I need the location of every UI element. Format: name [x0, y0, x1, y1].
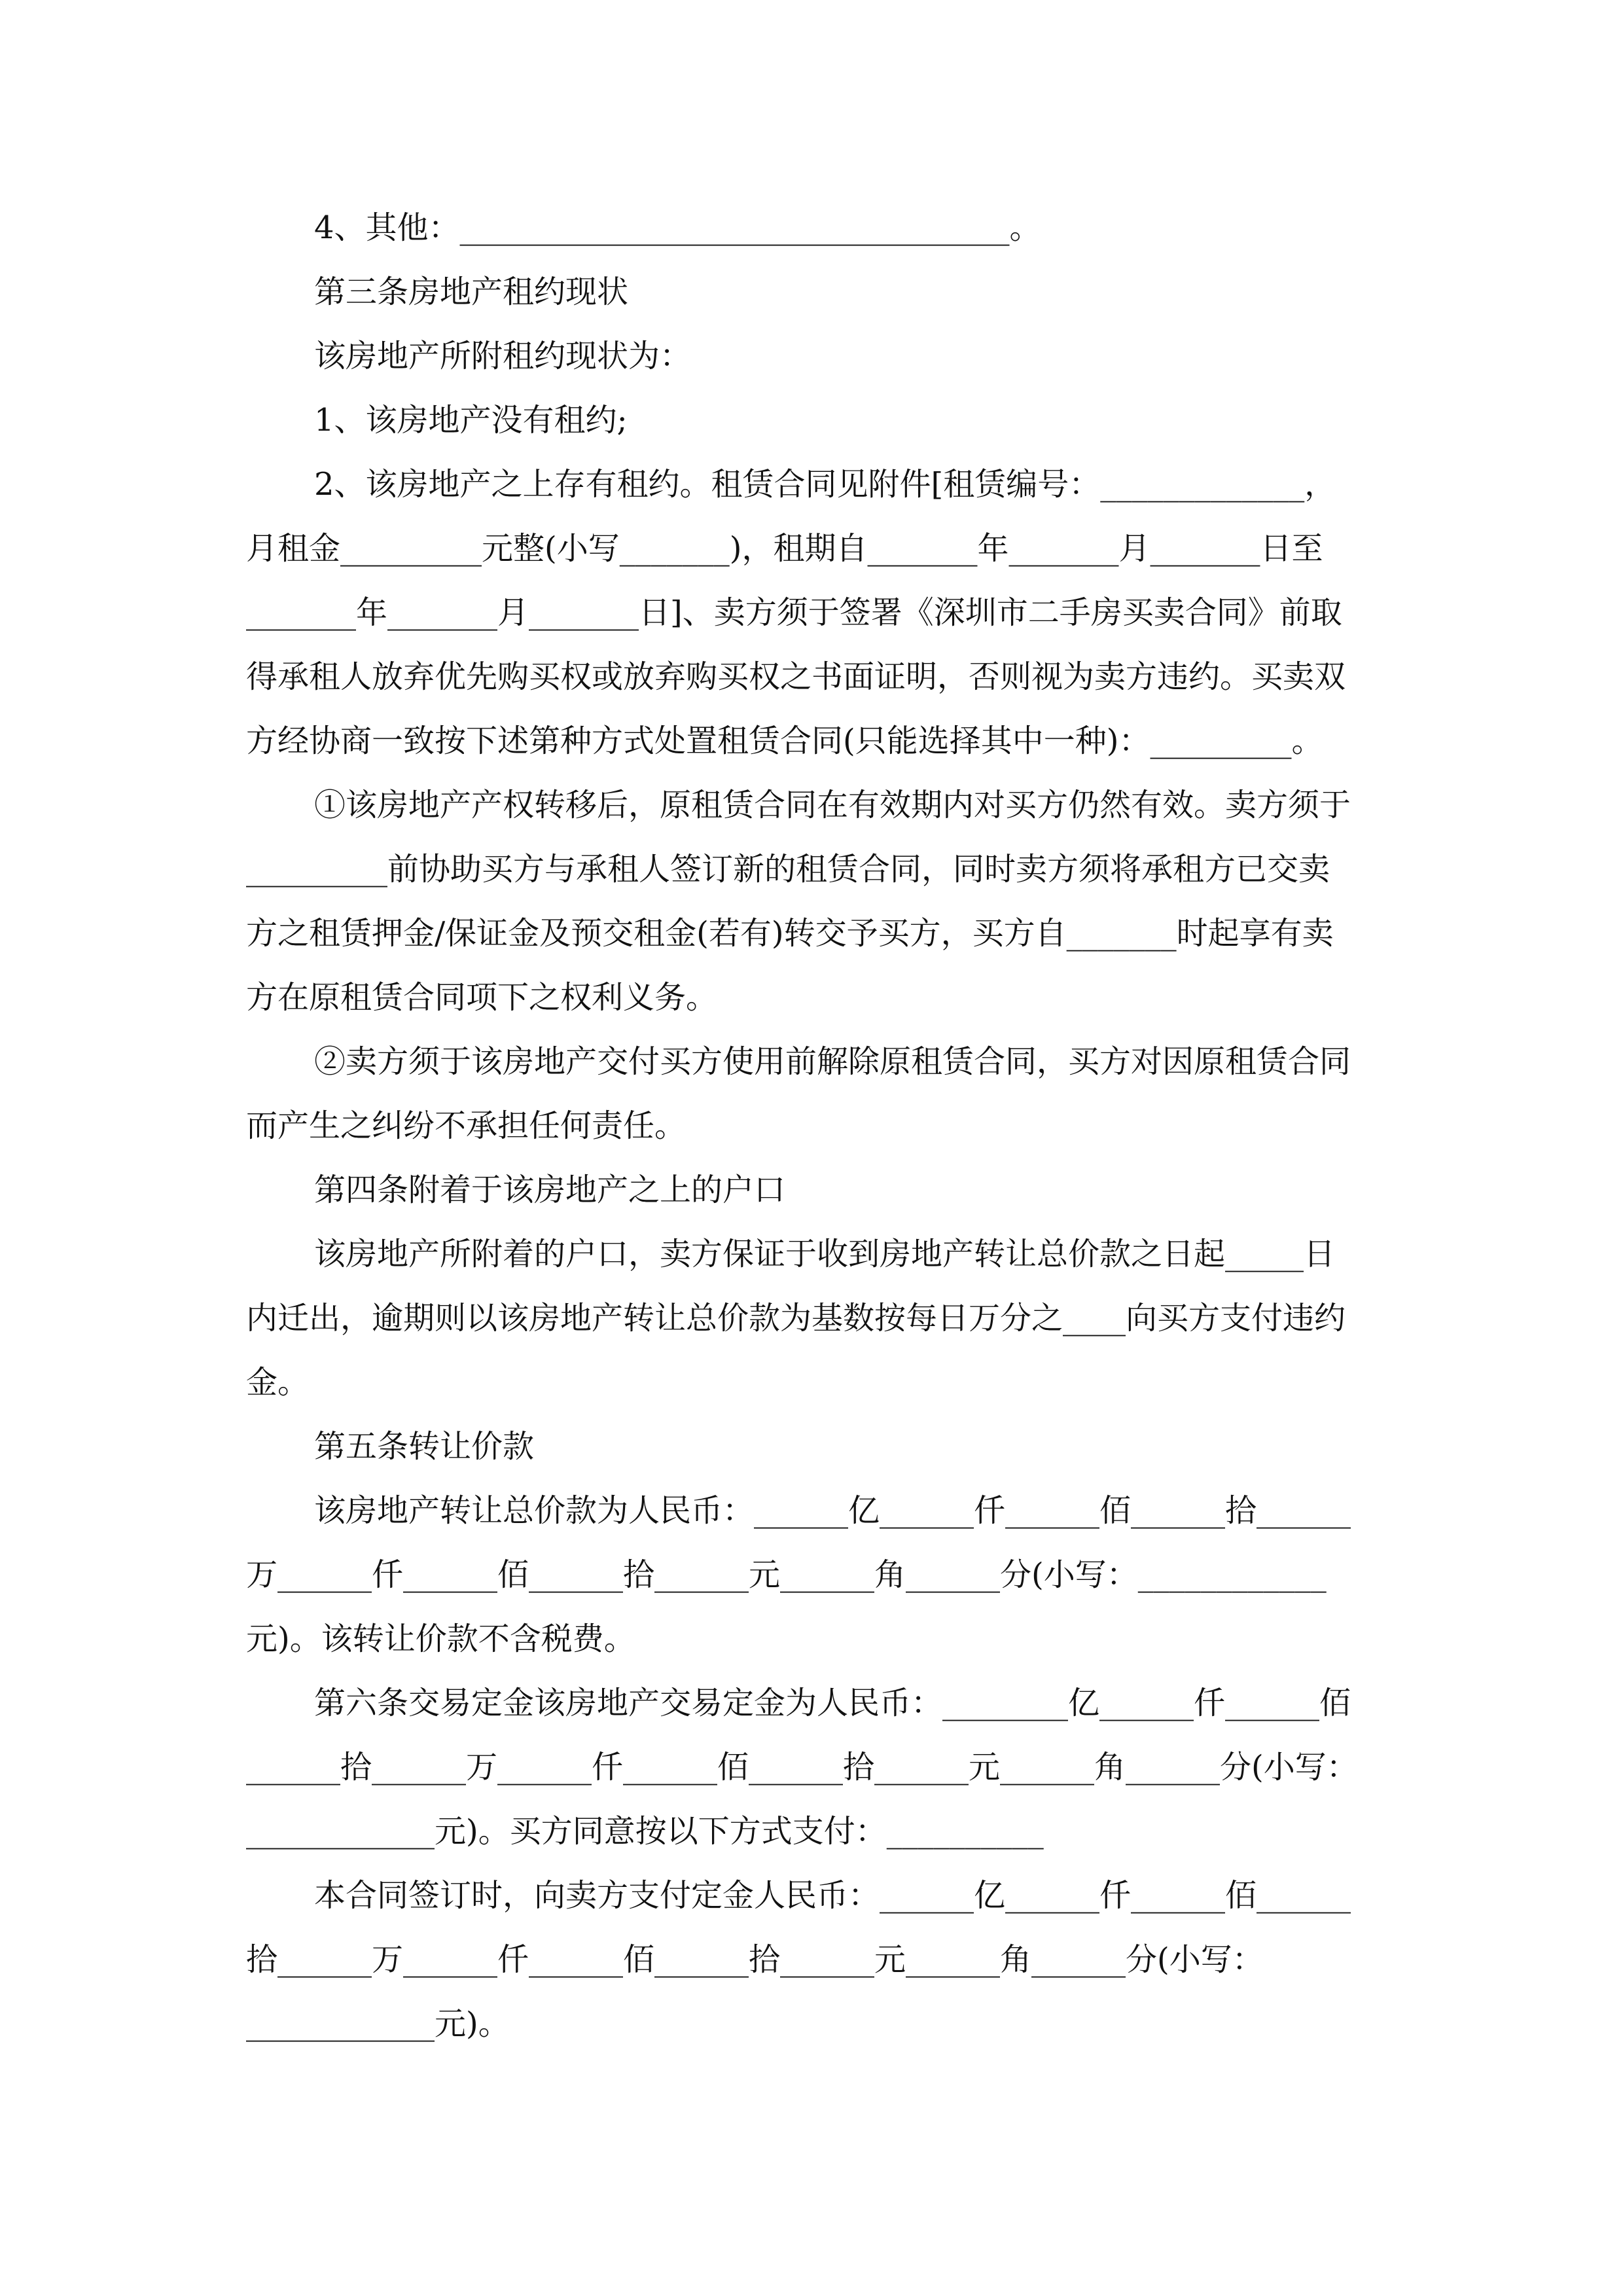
line-text: 万______仟______佰______拾______元______角______分(小写：____________ [246, 1556, 1327, 1593]
text-line [0, 1748, 1623, 1787]
text-line [0, 529, 1623, 568]
text-line [0, 1042, 1623, 1081]
text-line [0, 336, 1623, 376]
line-text: 该房地产转让总价款为人民币：______亿______仟______佰______拾______ [314, 1492, 1351, 1529]
line-text: 第三条房地产租约现状 [314, 274, 629, 310]
line-text: 1、该房地产没有租约; [314, 402, 628, 439]
text-line [0, 1876, 1623, 1915]
line-text: ②卖方须于该房地产交付买方使用前解除原租赁合同，买方对因原租赁合同 [314, 1043, 1351, 1080]
text-line [0, 1555, 1623, 1594]
line-text: 内迁出，逾期则以该房地产转让总价款为基数按每日万分之____向买方支付违约 [246, 1300, 1346, 1336]
section-heading [0, 1427, 1623, 1466]
line-text: ____________元)。买方同意按以下方式支付：__________ [246, 1813, 1044, 1850]
text-line [0, 721, 1623, 761]
line-text: ____________元)。 [246, 2005, 510, 2042]
section-heading [0, 1170, 1623, 1210]
line-text: 元)。该转让价款不含税费。 [246, 1621, 635, 1657]
text-line [0, 657, 1623, 696]
line-text: 第四条附着于该房地产之上的户口 [314, 1172, 786, 1208]
text-line [0, 1812, 1623, 1851]
line-text: ______拾______万______仟______佰______拾______元______角______分(小写： [246, 1749, 1358, 1785]
text-line [0, 465, 1623, 504]
line-text: 第六条交易定金该房地产交易定金为人民币：________亿______仟______佰 [314, 1685, 1351, 1721]
line-text: 该房地产所附着的户口，卖方保证于收到房地产转让总价款之日起_____日 [314, 1236, 1336, 1272]
line-text: 而产生之纠纷不承担任何责任。 [246, 1107, 687, 1144]
line-text: 本合同签订时，向卖方支付定金人民币：______亿______仟______佰______ [314, 1877, 1351, 1914]
text-line [0, 401, 1623, 440]
text-line [0, 1234, 1623, 1274]
line-text: _________前协助买方与承租人签订新的租赁合同，同时卖方须将承租方已交卖 [246, 851, 1330, 888]
line-text: 第五条转让价款 [314, 1428, 535, 1465]
line-text: 金。 [246, 1364, 310, 1401]
line-text: 方之租赁押金/保证金及预交租金(若有)转交予买方，买方自_______时起享有卖 [246, 915, 1334, 952]
line-text: 月租金_________元整(小写_______)，租期自_______年_______月_______日至 [246, 530, 1323, 567]
text-line [0, 1619, 1623, 1659]
line-text: 4、其他：___________________________________。 [314, 209, 1041, 246]
line-text: ①该房地产产权转移后，原租赁合同在有效期内对买方仍然有效。卖方须于 [314, 787, 1351, 823]
text-line [0, 1491, 1623, 1530]
line-text: 方经协商一致按下述第种方式处置租赁合同(只能选择其中一种)：_________。 [246, 723, 1323, 759]
text-line [0, 1299, 1623, 1338]
text-line [0, 1683, 1623, 1723]
line-text: 方在原租赁合同项下之权利义务。 [246, 979, 718, 1016]
line-text: 2、该房地产之上存有租约。租赁合同见附件[租赁编号：_____________， [314, 466, 1336, 503]
text-line [0, 914, 1623, 953]
text-line [0, 593, 1623, 632]
text-line [0, 978, 1623, 1017]
text-line [0, 1940, 1623, 1979]
line-text: 拾______万______仟______佰______拾______元______角______分(小写： [246, 1941, 1264, 1978]
text-line [0, 785, 1623, 825]
text-line [0, 1363, 1623, 1402]
line-text: _______年_______月_______日]、卖方须于签署《深圳市二手房买卖合同》前取 [246, 594, 1342, 631]
text-line [0, 1106, 1623, 1145]
line-text: 该房地产所附租约现状为： [314, 338, 692, 374]
text-line [0, 208, 1623, 247]
line-text: 得承租人放弃优先购买权或放弃购买权之书面证明，否则视为卖方违约。买卖双 [246, 658, 1346, 695]
text-line [0, 2004, 1623, 2043]
section-heading [0, 272, 1623, 312]
text-line [0, 850, 1623, 889]
